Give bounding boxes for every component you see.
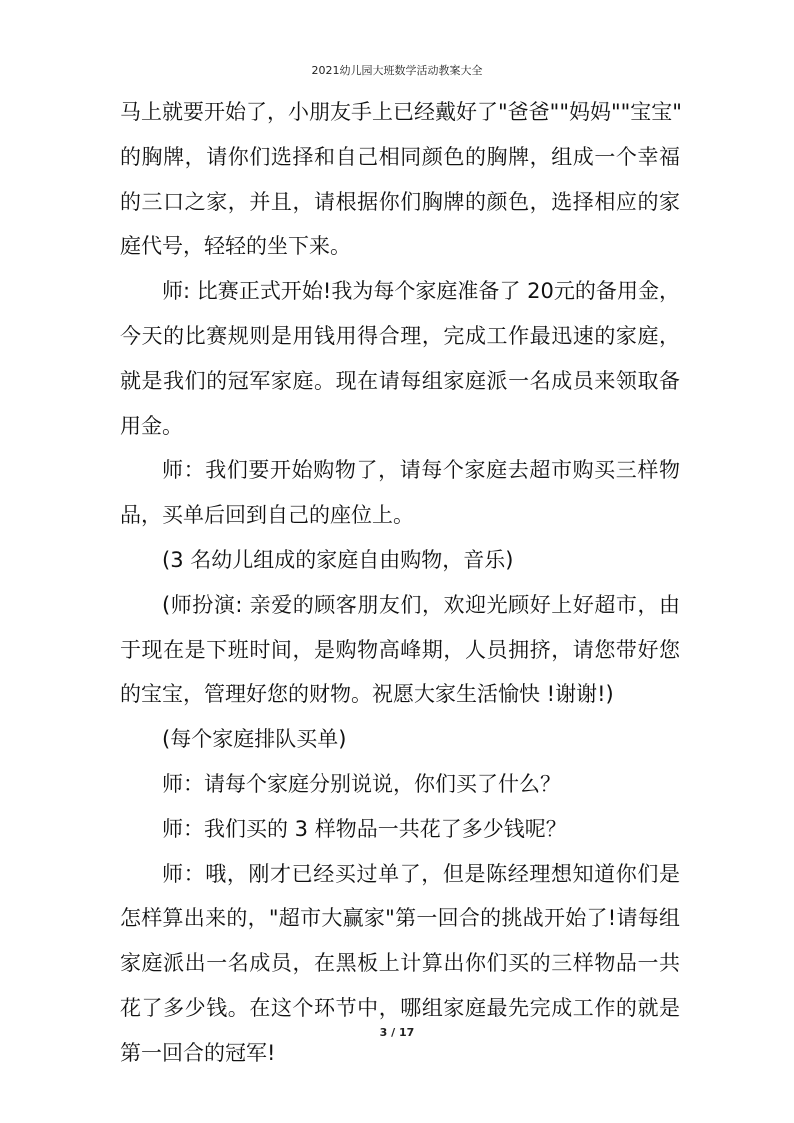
paragraph-line: 的胸牌，请你们选择和自己相同颜色的胸牌，组成一个幸福 (120, 144, 680, 169)
paragraph-line: (每个家庭排队买单) (162, 727, 347, 752)
paragraph-line: 师：请每个家庭分别说说，你们买了什么？ (162, 771, 561, 796)
paragraph-line: 就是我们的冠军家庭。现在请每组家庭派一名成员来领取备 (120, 368, 680, 393)
paragraph-line: 师：我们买的 3 样物品一共花了多少钱呢？ (162, 816, 567, 841)
paragraph-line: 用金。 (120, 413, 183, 438)
paragraph-line: 品，买单后回到自己的座位上。 (120, 503, 414, 528)
page-number: 3 / 17 (379, 1026, 415, 1039)
paragraph-line: 的宝宝，管理好您的财物。祝愿大家生活愉快 !谢谢!) (120, 682, 614, 707)
paragraph-line: 花了多少钱。在这个环节中，哪组家庭最先完成工作的就是 (120, 995, 680, 1020)
page-header: 2021幼儿园大班数学活动教案大全 (311, 64, 483, 77)
document-body (120, 102, 680, 1088)
paragraph-line: 师: 比赛正式开始!我为每个家庭准备了 20元的备用金， (162, 279, 680, 304)
paragraph-line: 马上就要开始了，小朋友手上已经戴好了"爸爸""妈妈""宝宝" (120, 100, 682, 124)
paragraph-line: 第一回合的冠军! (120, 1040, 276, 1065)
paragraph-line: (3 名幼儿组成的家庭自由购物，音乐) (162, 547, 514, 572)
paragraph-line: 庭代号，轻轻的坐下来。 (120, 234, 351, 259)
paragraph-line: 师：我们要开始购物了，请每个家庭去超市购买三样物 (162, 458, 680, 483)
paragraph-line: 怎样算出来的，"超市大赢家"第一回合的挑战开始了!请每组 (120, 906, 680, 931)
paragraph-line: 师：哦，刚才已经买过单了，但是陈经理想知道你们是 (162, 861, 680, 886)
paragraph-line: 今天的比赛规则是用钱用得合理，完成工作最迅速的家庭， (120, 323, 680, 348)
paragraph-line: (师扮演: 亲爱的顾客朋友们，欢迎光顾好上好超市，由 (162, 592, 680, 617)
paragraph-line: 于现在是下班时间，是购物高峰期，人员拥挤，请您带好您 (120, 637, 680, 662)
paragraph-line: 家庭派出一名成员，在黑板上计算出你们买的三样物品一共 (120, 951, 680, 976)
paragraph-line: 的三口之家，并且，请根据你们胸牌的颜色，选择相应的家 (120, 189, 680, 214)
